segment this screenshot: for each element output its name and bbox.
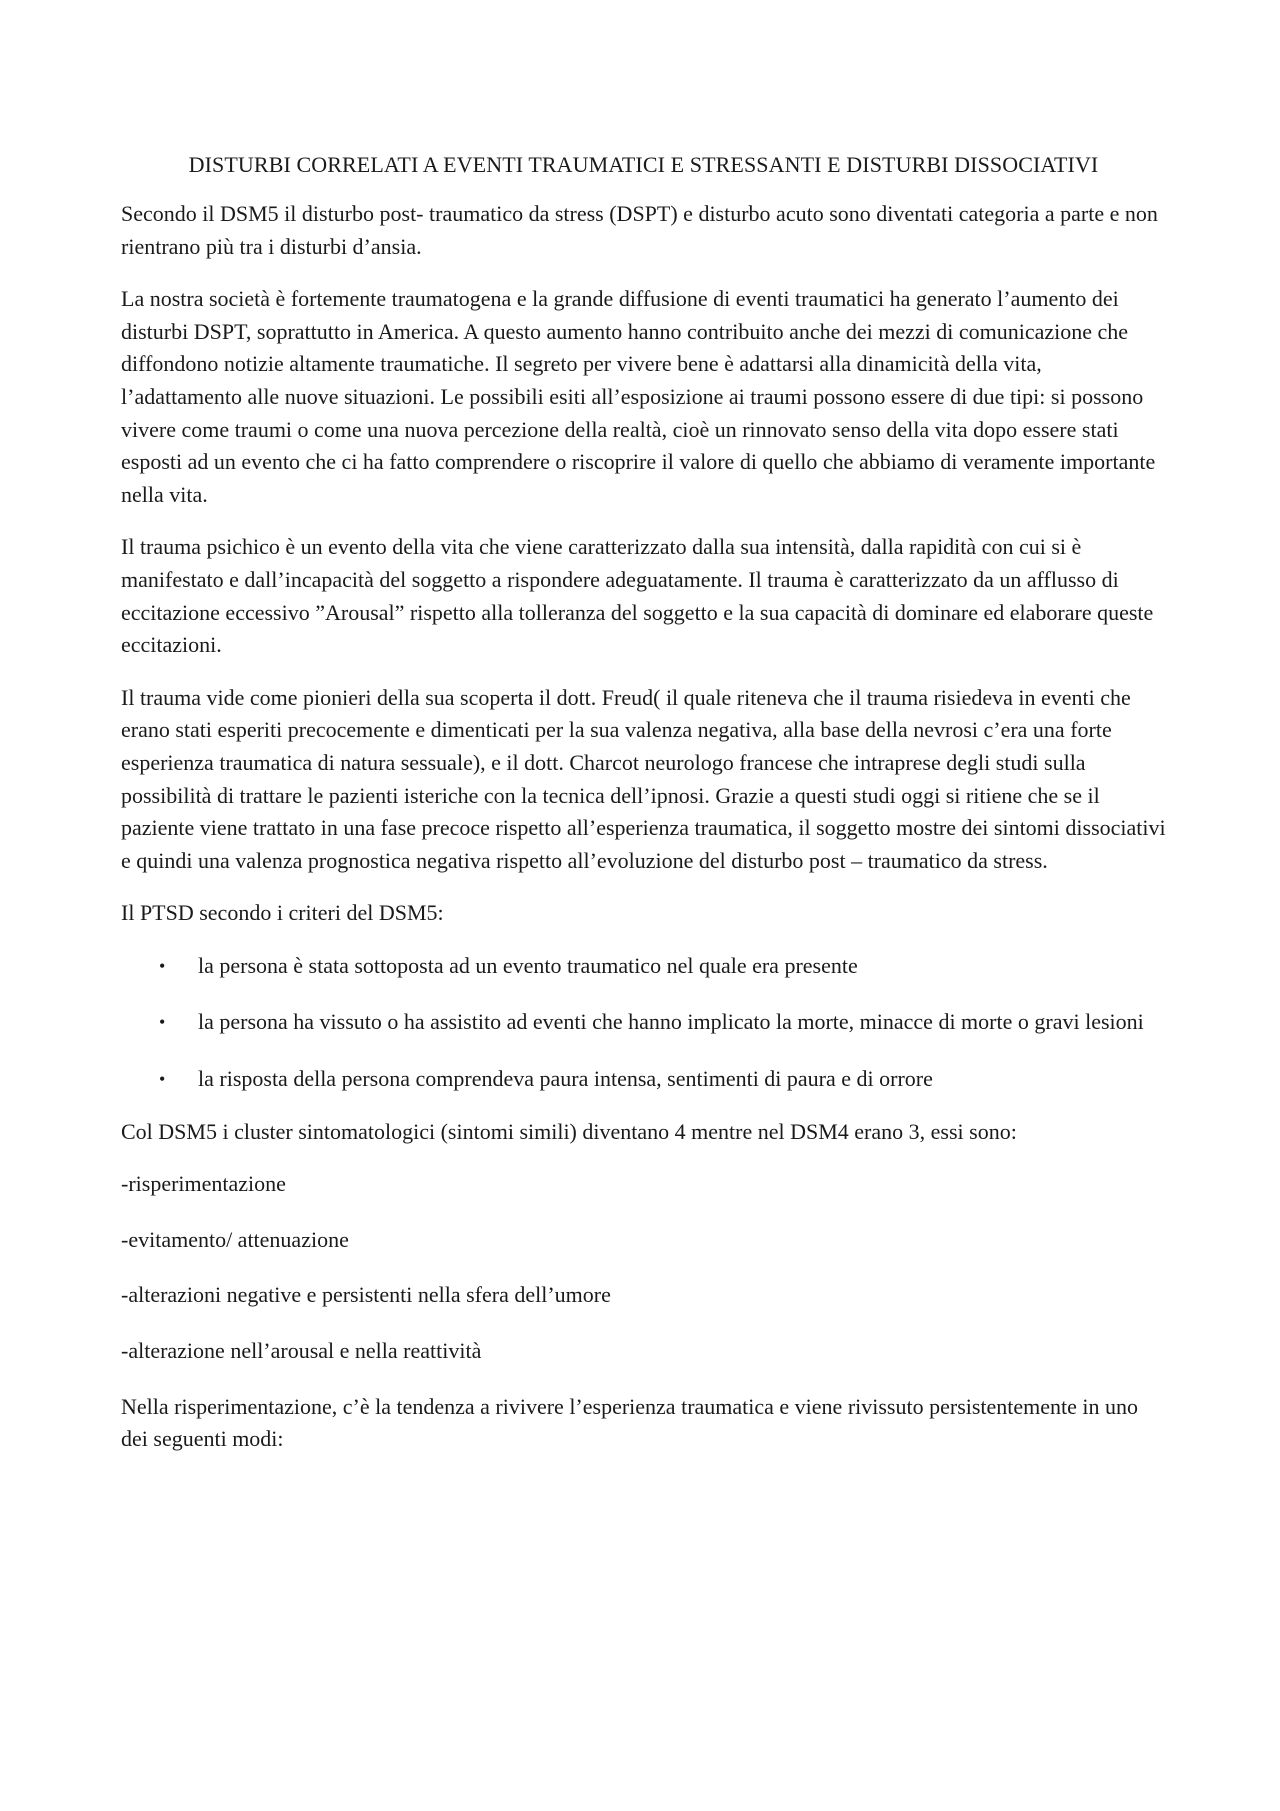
paragraph-ptsd-criteria-intro: Il PTSD secondo i criteri del DSM5:	[121, 900, 444, 926]
paragraph-closing: Nella risperimentazione, c’è la tendenza a rivivere l’esperienza traumatica e viene rivissuto persistentemente in uno dei seguenti modi:	[121, 1393, 1139, 1452]
cluster-item: -evitamento/ attenuazione	[121, 1226, 349, 1252]
list-item	[121, 1063, 1166, 1096]
paragraph-society-trauma: La nostra società è fortemente traumatogena e la grande diffusione di eventi traumatici ha generato l’aumento dei disturbi DSPT, soprattutto in America. A questo aumento hanno contribuito anche dei mezzi di comunicazione che diffondono notizie altamente traumatiche. Il segreto per vivere bene è adattarsi alla dinamicità della vita, l’adattamento alle nuove situazioni. Le possibili esiti all’esposizione ai traumi possono essere di due tipi: si possono vivere come traumi o come una nuova percezione della realtà, cioè un rinnovato senso della vita dopo essere stati esposti ad un evento che ci ha fatto comprendere o riscoprire il valore di quello che abbiamo di veramente importante nella vita.	[121, 286, 1156, 507]
bullet-icon: •	[159, 955, 166, 976]
bullet-icon: •	[159, 1012, 166, 1033]
paragraph-dsm5-intro: Secondo il DSM5 il disturbo post- traumatico da stress (DSPT) e disturbo acuto sono diventati categoria a parte e non rientrano più tra i disturbi d’ansia.	[121, 201, 1158, 259]
cluster-item: -risperimentazione	[121, 1171, 286, 1197]
criteria-list	[121, 950, 1166, 1096]
paragraph-pioneers: Il trauma vide come pionieri della sua scoperta il dott. Freud( il quale riteneva che il trauma risiedeva in eventi che erano stati esperiti precocemente e dimenticati per la sua valenza negativa, alla base della nevrosi c’era una forte esperienza traumatica di natura sessuale), e il dott. Charcot neurologo francese che intraprese degli studi sulla possibilità di trattare le pazienti isteriche con la tecnica dell’ipnosi. Grazie a questi studi oggi si ritiene che se il paziente viene trattato in una fase precoce rispetto all’esperienza traumatica, il soggetto mostre dei sintomi dissociativi e quindi una valenza prognostica negativa rispetto all’evoluzione del disturbo post – traumatico da stress.	[121, 684, 1166, 873]
paragraph-cluster-intro: Col DSM5 i cluster sintomatologici (sintomi simili) diventano 4 mentre nel DSM4 erano 3, essi sono:	[121, 1118, 1017, 1144]
cluster-item: -alterazioni negative e persistenti nella sfera dell’umore	[121, 1282, 611, 1308]
paragraph-psychic-trauma: Il trauma psichico è un evento della vita che viene caratterizzato dalla sua intensità, dalla rapidità con cui si è manifestato e dall’incapacità del soggetto a rispondere adeguatamente. Il trauma è caratterizzato da un afflusso di eccitazione eccessivo ”Arousal” rispetto alla tolleranza del soggetto e la sua capacità di dominare ed elaborare queste eccitazioni.	[121, 534, 1154, 658]
document-page	[121, 150, 1166, 1476]
list-item-text: la persona ha vissuto o ha assistito ad eventi che hanno implicato la morte, minacce di morte o gravi lesioni	[198, 1009, 1144, 1035]
bullet-icon: •	[159, 1069, 166, 1090]
list-item	[121, 950, 1166, 983]
list-item-text: la risposta della persona comprendeva paura intensa, sentimenti di paura e di orrore	[198, 1066, 933, 1092]
cluster-item: -alterazione nell’arousal e nella reattività	[121, 1338, 482, 1364]
document-title: DISTURBI CORRELATI A EVENTI TRAUMATICI E STRESSANTI E DISTURBI DISSOCIATIVI	[188, 152, 1099, 177]
list-item-text: la persona è stata sottoposta ad un evento traumatico nel quale era presente	[198, 952, 858, 978]
list-item	[121, 1006, 1166, 1039]
